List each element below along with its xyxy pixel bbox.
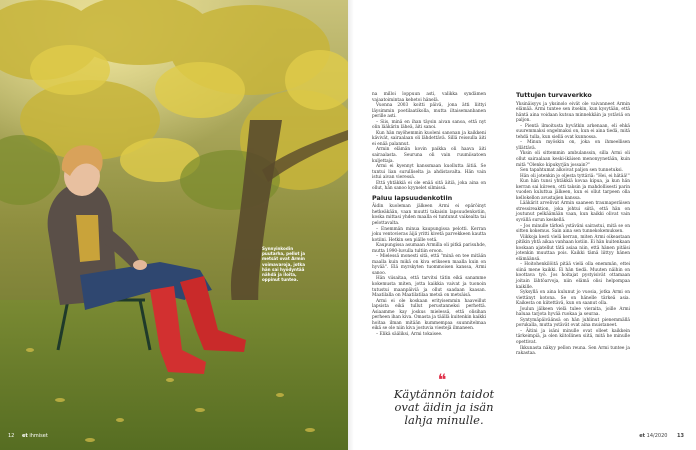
- article-column-2: [516, 92, 630, 357]
- paragraph: – Elikä sääliksi, Armi tokaisee.: [376, 331, 443, 337]
- caption-line: Synnyinkodin: [262, 246, 294, 251]
- gutter-shadow: [348, 0, 354, 450]
- subheading: Tuttujen turvaverkko: [516, 91, 592, 99]
- paragraph: Sen tapahtumat alkoivat paljon sen tunnetuksi.: [520, 168, 624, 174]
- pull-quote-text: [392, 388, 496, 427]
- paragraph: Viikkoja kesti vielä kerran, miten Armi oikeastaan pitikin yhtä aikaa vanhaan kotiin. Ei hän kuitenkaan koskaan ajatellut tätä asiaa niin, että hänen pitäisi jotenkin muuttaa pois. Kaikki tämä liittyy hänen elämäänsä.: [516, 234, 630, 262]
- paragraph: Ikkunasta näkyy pellon reuna. Sen Armi tuntee ja rakastaa.: [516, 345, 630, 357]
- right-folio: [639, 433, 684, 439]
- paragraph: Hän viisaitaa, että tarvitsi tätin eikä sanamme kokemusta miten, jotta kaikkia vaivat ja tuonoin tutustui maanpäiviä ja ollut saadaan kaasan. Maatilalla on Maatilatilaa metsä on metsäisä.: [372, 276, 486, 299]
- right-brand: et: [639, 433, 646, 439]
- left-folio: [8, 433, 48, 439]
- article-page: [348, 0, 696, 450]
- quote-mark-icon: ❝: [437, 370, 447, 389]
- caption-line: metsät ovat Armin: [262, 256, 305, 262]
- left-section: ihmiset: [29, 433, 48, 439]
- paragraph: Lääkärit arvelivat Armin saaneen traumaperäisen stressireaktion, joka johtui siitä, että hän on joutunut pelkäämään vaan, kun kaikki olivat vain syvällä surun keskellä.: [516, 201, 630, 223]
- pull-quote-line: Käytännön taidot: [393, 387, 495, 401]
- paragraph: Yksinäisyys ja yksinolo eivät ole vaivanneet Armin elämää. Armi tuntee sen itsekin, kun kysytään, että häntä aina voidaan kutsua minnekkäin ja ystäviä on paljon.: [516, 101, 630, 124]
- paragraph: – Mielessä monesti sitä, että "minä en tee mitään maalla kuin mikä on kiva erikseen maalla kuin on hyvää". Elä myrskyten tuommoisen kanssa, Armi sanoo.: [372, 254, 486, 276]
- paragraph: Kun hän tunsi yhtäkkiä kovaa kipua, ja kun hän kerran sai kiireen, otti taksin ja mahdollisesti parin vuoden kuluttua jälkeen, kun ei ollut tarpeen olla kellokellon avustajien kanssa.: [516, 179, 630, 201]
- subheading: Paluu lapsuudenkotiin: [372, 193, 453, 202]
- paragraph: – Siis, minä en ihan täysin aivan sanoa, että nyt olin lääkärin läheä, äiti sanoi.: [372, 119, 486, 131]
- paragraph: Äidin kuoleman jälkeen Armi ei epäröinyt hetkeäkään, vaan muutti takaisin lapsuudenkotiin, koska mittasi yhden maalla ei tuntunut vaikealta tai pelottavalta.: [372, 204, 486, 226]
- paragraph: Kun hän myöhemmin kuoleni sanonan ja kaikkeni kävivät, sairaalaan oli lähdettävä. Sillä reissulla äiti ei enää palannut.: [372, 130, 486, 147]
- paragraph: Hän oli jotenkin jo oljesta tyttäriä: "Hei, ei hätää!": [520, 173, 630, 179]
- paragraph: Joulun jälkeen vielä tulee vieraita, joille Armi haluaa tarjota hyvää ruokaa ja seuraa.: [516, 306, 630, 318]
- paragraph: Armi ei kyennyt kanssmaan kuollutta äitiä. Se tuntui lian surulliselta ja ahdistavalta. Hän vain istui aivan vieressä.: [372, 164, 486, 181]
- photo-caption: [262, 246, 318, 282]
- article-column-1: [372, 92, 486, 337]
- paragraph: Vuonna 2003 koitti päivä, jona ätti liittyi läysimmin poetilaatikolla, mutta iltaisemanbanen perille asti.: [372, 103, 486, 120]
- paragraph: – Jos minulle tärkeä ystäväni sairastui, mitä se on sitten kokemus. Sain aina sen tunnekokemuksen.: [516, 223, 630, 235]
- right-page-number: 13: [677, 433, 684, 439]
- paragraph: – Äitini ja isäni minulle ovat olleet kaikkein tärkeimpiä, ja olen kiitollinen siitä, mitä he minulle opettivat.: [516, 328, 630, 346]
- paragraph: Että yhtäkkiä ei ole enää sitä äitiä, joka aina on ollut, hän sanoo kyynelet silmissä.: [372, 180, 486, 192]
- pull-quote-line: lahja minulle.: [404, 413, 484, 427]
- caption-line: hän sai hyödyntää: [262, 266, 305, 272]
- paragraph: Syksyllä on aina kulunut jo vuosia, jotka Armi on viettänyt kotona. Se on hänelle tärkeä asia. Kaikesta on kiitettävä, kun on saanut olla.: [516, 290, 630, 307]
- pull-quote-line: ovat äidin ja isän: [394, 400, 494, 414]
- paragraph: – Hoitohenkilöitä pitää vielä olla enemmän, ettei siinä mene kaikki. Ei hän tiedä. Muuten näihin on koottava työ. Jos hoitajat pystyisivät ottamaan joitain lähtöarvoja, niin elämä olisi helpompaa kaikille.: [516, 262, 630, 290]
- caption-line: oppinut tuntea.: [262, 277, 299, 283]
- paragraph: na milloi loppuun asti, valikka syndämen vajaatoimintaa kehetoi hänelä.: [372, 92, 486, 103]
- right-issue: 14/2020: [646, 433, 668, 439]
- paragraph: – Minun myöskin on, joka on ihmeellisen yllättävä.: [516, 140, 630, 151]
- paragraph: Kaupungissa asumaan Armilla oli pitkä parisuhde, mutta 1990-luvulla tultiin eroon.: [372, 243, 486, 254]
- caption-line: puutarha, pellot ja: [262, 251, 306, 257]
- paragraph: Syntymäpäiväänsä on hän juhlinut pienemmällä porukalla, mutta ystävät ovat aina muistaneet.: [516, 317, 630, 329]
- left-page-number: 12: [8, 433, 15, 439]
- pull-quote: [392, 370, 502, 427]
- paragraph: – Pientä ilmoitusta hyvätkin arkenaan, eli ehkä suuremmaksi ongelmaksi on, kun ei aina tiedä, mitä tehdä tulla, kun siellä ovat kunnossa.: [516, 123, 630, 140]
- caption-line: nähdä ja iloita,: [262, 272, 297, 278]
- paragraph: Armin elämän kovin paikka oli haava äiti sairaalasta. Seuruna oli vain ruumiisatoen kuljettaja.: [372, 147, 486, 164]
- paragraph: Yksin oli sittemmin ambulanssin, silla Armi oli ollut sairaalaan keski-ikäisen menonyynetään, kuin mitä "Olenko kipukyrjän jossain?": [516, 151, 630, 168]
- left-brand: et: [21, 433, 28, 439]
- paragraph: – Enemmän minua kaupungissa pelotti. Kerran joku ventovieras äijä yritti kivetä parvekkeen kautta kotiini. Hetkin sen piälle vetä.: [372, 226, 486, 243]
- caption-line: voimavaroja, jotka: [262, 261, 305, 267]
- paragraph: Armi ei ole koskaan erityisemmin haaveillut lapsista eikä tullut perustanneksi perhettä. Asiaamme kay joskus mielessä, että olisihan perheen ihan kiva. Omasta ja täällä kuitenkin kaikki hoitaa ilman mitään kummempaa suunnitelmaa eikä se ole niin kiva jostuvia viestejä ilmaneen.: [372, 298, 486, 332]
